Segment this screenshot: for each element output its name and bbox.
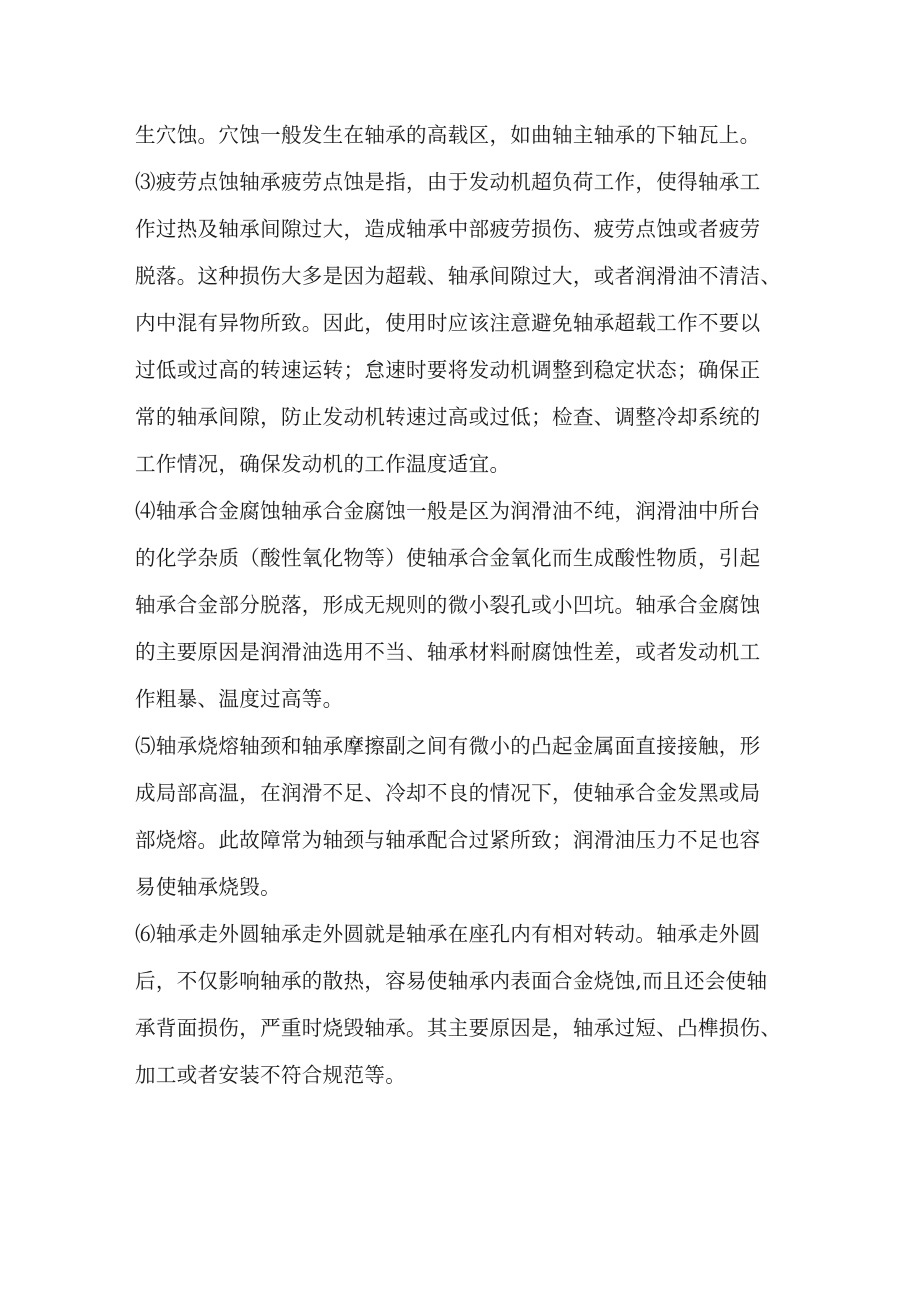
text-line: 轴承合金部分脱落，形成无规则的微小裂孔或小凹坑。轴承合金腐蚀 — [135, 593, 761, 617]
text-line: 脱落。这种损伤大多是因为超载、轴承间隙过大，或者润滑油不清洁、 — [135, 264, 782, 288]
text-line: 内中混有异物所致。因此，使用时应该注意避免轴承超载工作不要以 — [135, 311, 761, 335]
text-line: 部烧熔。此故障常为轴颈与轴承配合过紧所致；润滑油压力不足也容 — [135, 828, 761, 852]
text-line: 的主要原因是润滑油选用不当、轴承材料耐腐蚀性差，或者发动机工 — [135, 640, 761, 664]
text-line: ⑸轴承烧熔轴颈和轴承摩擦副之间有微小的凸起金属面直接接触，形 — [135, 734, 761, 758]
text-line: 生穴蚀。穴蚀一般发生在轴承的高载区，如曲轴主轴承的下轴瓦上。 — [135, 123, 761, 147]
body-text — [135, 112, 815, 1099]
text-line: 常的轴承间隙，防止发动机转速过高或过低；检查、调整冷却系统的 — [135, 405, 761, 429]
text-line: 加工或者安装不符合规范等。 — [135, 1063, 407, 1087]
text-line: ⑷轴承合金腐蚀轴承合金腐蚀一般是区为润滑油不纯，润滑油中所台 — [135, 499, 761, 523]
text-line: 作粗暴、温度过高等。 — [135, 687, 344, 711]
text-line: 成局部高温，在润滑不足、冷却不良的情况下，使轴承合金发黑或局 — [135, 781, 761, 805]
text-line: 工作情况，确保发动机的工作温度适宜。 — [135, 452, 511, 476]
text-line: 过低或过高的转速运转；怠速时要将发动机调整到稳定状态；确保正 — [135, 358, 761, 382]
text-line: ⑶疲劳点蚀轴承疲劳点蚀是指，由于发动机超负荷工作，使得轴承工 — [135, 170, 761, 194]
text-line: 承背面损伤，严重时烧毁轴承。其主要原因是，轴承过短、凸榫损伤、 — [135, 1016, 782, 1040]
text-line: 易使轴承烧毁。 — [135, 875, 281, 899]
text-line: ⑹轴承走外圆轴承走外圆就是轴承在座孔内有相对转动。轴承走外圆 — [135, 922, 761, 946]
text-line: 后，不仅影响轴承的散热，容易使轴承内表面合金烧蚀,而且还会使轴 — [135, 969, 768, 993]
text-line: 的化学杂质（酸性氧化物等）使轴承合金氧化而生成酸性物质，引起 — [135, 546, 761, 570]
text-line: 作过热及轴承间隙过大，造成轴承中部疲劳损伤、疲劳点蚀或者疲劳 — [135, 217, 761, 241]
